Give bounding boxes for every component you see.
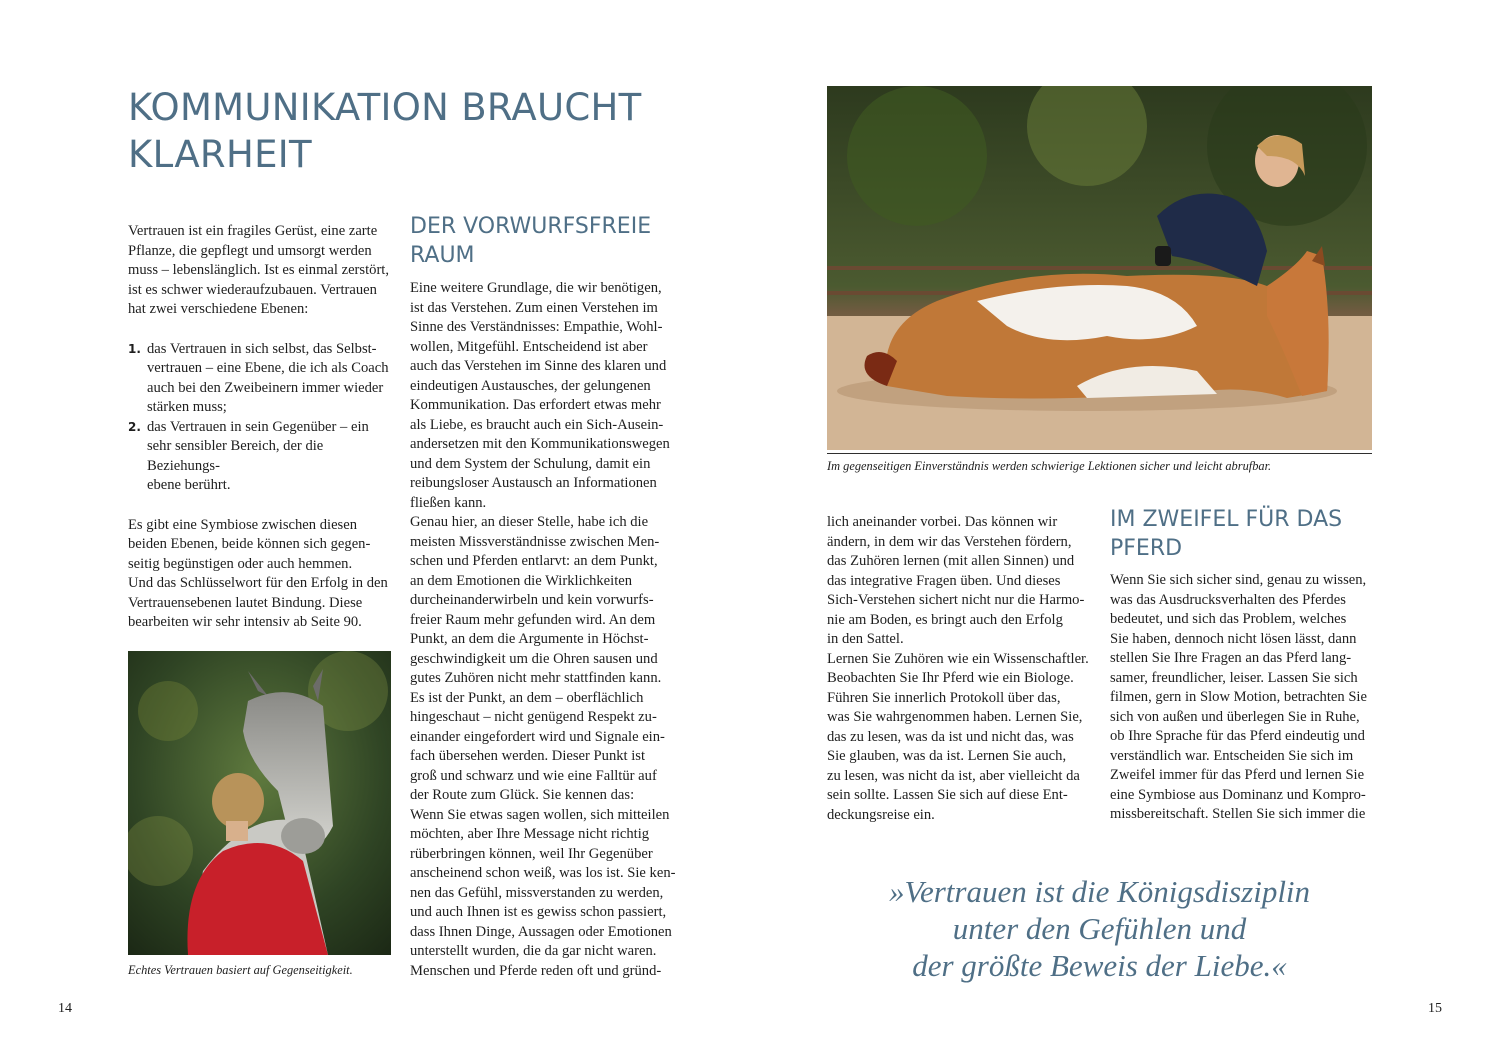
text-line: Wenn Sie etwas sagen wollen, sich mitteilen bbox=[410, 806, 670, 823]
list-item bbox=[128, 340, 396, 418]
text-line: sehr sensibler Bereich, der die Beziehungs- bbox=[147, 438, 324, 474]
text-line: ebene berührt. bbox=[147, 477, 231, 493]
text-line: anscheinend schon weiß, was los ist. Sie ken- bbox=[410, 865, 676, 881]
text-line: fach übersehen werden. Dieser Punkt ist bbox=[410, 748, 646, 764]
text-line: Beobachten Sie Ihr Pferd wie ein Biologe. bbox=[827, 670, 1074, 686]
text-line: geschwindigkeit um die Ohren sausen und bbox=[410, 650, 658, 667]
text-line: schen und Pferden entlarvt: an dem Punkt, bbox=[410, 553, 658, 569]
text-line: beiden Ebenen, beide können sich gegen- bbox=[128, 536, 371, 552]
pull-quote bbox=[827, 873, 1372, 984]
text-line: das zu lesen, was da ist und nicht das, was bbox=[827, 728, 1074, 745]
text-line: dass Ihnen Dinge, Aussagen oder Emotionen bbox=[410, 923, 672, 940]
text-line: bearbeiten wir sehr intensiv ab Seite 90. bbox=[128, 614, 362, 630]
text-line: freier Raum mehr gefunden wird. An dem bbox=[410, 611, 656, 628]
text-line: stellen Sie Ihre Fragen an das Pferd lang- bbox=[1110, 650, 1352, 666]
text-line: hat zwei verschiedene Ebenen: bbox=[128, 301, 309, 317]
text-line: meisten Missverständnisse zwischen Men- bbox=[410, 533, 660, 550]
text-line: Es gibt eine Symbiose zwischen diesen bbox=[128, 516, 357, 533]
column-body bbox=[1110, 571, 1380, 825]
text-line: Sie haben, dennoch nicht lösen lässt, dann bbox=[1110, 630, 1357, 647]
text-line: das Vertrauen in sich selbst, das Selbst- bbox=[147, 340, 377, 357]
text-line: unterstellt wurden, die da gar nicht waren. bbox=[410, 943, 657, 959]
quote-line-3: der größte Beweis der Liebe.« bbox=[912, 948, 1287, 983]
text-line: Zweifel immer für das Pferd und lernen Sie bbox=[1110, 767, 1365, 783]
text-line: was das Ausdrucksverhalten des Pferdes bbox=[1110, 591, 1346, 608]
subhead-line-2: RAUM bbox=[410, 243, 475, 268]
text-line: nen das Gefühl, missverstanden zu werden, bbox=[410, 884, 664, 901]
text-line: ändern, in dem wir das Verstehen fördern, bbox=[827, 533, 1072, 550]
text-line: ist es schwer wiederaufzubauen. Vertrauen bbox=[128, 281, 377, 298]
text-line: auch das Verstehen im Sinne des klaren und bbox=[410, 358, 667, 374]
text-line: eindeutigen Austausches, der gelungenen bbox=[410, 377, 651, 394]
title-line-1: KOMMUNIKATION BRAUCHT bbox=[128, 86, 642, 129]
subhead-line-2: PFERD bbox=[1110, 536, 1183, 561]
list-number: 1. bbox=[128, 341, 141, 356]
outro-paragraph bbox=[128, 516, 396, 633]
text-line: eine Symbiose aus Dominanz und Kompro- bbox=[1110, 786, 1366, 803]
left-page-title bbox=[128, 84, 748, 178]
text-line: vertrauen – eine Ebene, die ich als Coach bbox=[147, 360, 389, 376]
text-line: missbereitschaft. Stellen Sie sich immer die bbox=[1110, 806, 1366, 822]
text-line: seitig begünstigen oder auch hemmen. bbox=[128, 555, 353, 572]
text-line: an dem Emotionen die Wirklichkeiten bbox=[410, 572, 633, 589]
text-line: Sinne des Verständnisses: Empathie, Wohl- bbox=[410, 319, 663, 335]
text-line: durcheinanderwirbeln und kein vorwurfs- bbox=[410, 592, 654, 608]
photo-rule bbox=[827, 453, 1372, 454]
text-line: deckungsreise ein. bbox=[827, 806, 935, 823]
quote-line-2: unter den Gefühlen und bbox=[952, 911, 1247, 946]
left-column-1 bbox=[128, 222, 396, 633]
text-line: sich von außen und überlegen Sie in Ruhe, bbox=[1110, 708, 1360, 725]
text-line: ist das Verstehen. Zum einen Verstehen im bbox=[410, 299, 658, 316]
text-line: das integrative Fragen üben. Und dieses bbox=[827, 572, 1061, 589]
text-line: samer, freundlicher, leiser. Lassen Sie sich bbox=[1110, 669, 1358, 686]
intro-paragraph bbox=[128, 222, 396, 320]
text-line: Vertrauen ist ein fragiles Gerüst, eine zarte bbox=[128, 223, 378, 239]
text-line: gutes Zuhören nicht mehr stattfinden kann. bbox=[410, 670, 662, 686]
text-line: Es ist der Punkt, an dem – oberflächlich bbox=[410, 689, 644, 706]
photo-lying-horse bbox=[827, 86, 1372, 450]
subhead-line-1: IM ZWEIFEL FÜR DAS bbox=[1110, 507, 1343, 532]
text-line: Punkt, an dem die Argumente in Höchst- bbox=[410, 631, 649, 647]
text-line: Pflanze, die gepflegt und umsorgt werden bbox=[128, 242, 372, 259]
text-line: verständlich war. Entscheiden Sie sich im bbox=[1110, 747, 1354, 764]
text-line: bedeutet, und sich das Problem, welches bbox=[1110, 611, 1347, 627]
page-number-right: 15 bbox=[1428, 1001, 1442, 1016]
text-line: das Zuhören lernen (mit allen Sinnen) und bbox=[827, 553, 1075, 569]
right-photo-caption: Im gegenseitigen Einverständnis werden schwierige Lektionen sicher und leicht abrufbar. bbox=[827, 459, 1272, 473]
numbered-list bbox=[128, 340, 396, 496]
list-item bbox=[128, 418, 396, 496]
text-line: filmen, gern in Slow Motion, betrachten Sie bbox=[1110, 689, 1367, 705]
text-line: Sie glauben, was da ist. Lernen Sie auch, bbox=[827, 748, 1067, 764]
photo-grey-horse-image bbox=[128, 651, 391, 955]
text-line: ob Ihre Sprache für das Pferd eindeutig und bbox=[1110, 728, 1365, 744]
text-line: das Vertrauen in sein Gegenüber – ein bbox=[147, 418, 369, 435]
text-line: in den Sattel. bbox=[827, 631, 904, 647]
text-line: Kommunikation. Das erfordert etwas mehr bbox=[410, 397, 661, 413]
text-line: der Route zum Glück. Sie kennen das: bbox=[410, 787, 635, 803]
text-line: Vertrauensebenen lautet Bindung. Diese bbox=[128, 594, 363, 611]
text-line: Lernen Sie Zuhören wie ein Wissenschaftler. bbox=[827, 650, 1089, 667]
title-line-2: KLARHEIT bbox=[128, 133, 312, 176]
text-line: groß und schwarz und wie eine Falltür auf bbox=[410, 767, 657, 784]
text-line: muss – lebenslänglich. Ist es einmal zerstört, bbox=[128, 262, 390, 278]
text-line: Und das Schlüsselwort für den Erfolg in den bbox=[128, 575, 388, 591]
quote-line-1: »Vertrauen ist die Königsdisziplin bbox=[888, 874, 1311, 909]
text-line: und auch Ihnen ist es gewiss schon passiert, bbox=[410, 904, 667, 920]
text-line: Sich-Verstehen sichert nicht nur die Harmo- bbox=[827, 592, 1085, 608]
text-line: und dem System der Schulung, damit ein bbox=[410, 455, 651, 472]
text-line: als Liebe, es braucht auch ein Sich-Ausein- bbox=[410, 416, 664, 433]
photo-lying-horse-image bbox=[827, 86, 1372, 450]
text-line: fließen kann. bbox=[410, 494, 487, 511]
right-column-2 bbox=[1110, 505, 1380, 825]
left-column-2 bbox=[410, 212, 680, 981]
text-line: auch bei den Zweibeinern immer wieder bbox=[147, 379, 384, 396]
text-line: Eine weitere Grundlage, die wir benötigen, bbox=[410, 280, 662, 296]
text-line: hingeschaut – nicht genügend Respekt zu- bbox=[410, 709, 657, 725]
text-line: einander eingefordert wird und Signale ein- bbox=[410, 728, 665, 745]
text-line: zu lesen, was nicht da ist, aber vielleicht da bbox=[827, 767, 1080, 784]
text-line: Wenn Sie sich sicher sind, genau zu wissen, bbox=[1110, 572, 1367, 588]
left-photo-caption: Echtes Vertrauen basiert auf Gegenseitigkeit. bbox=[128, 963, 353, 977]
text-line: wollen, Mitgefühl. Entscheidend ist aber bbox=[410, 338, 648, 355]
text-line: rüberbringen können, weil Ihr Gegenüber bbox=[410, 845, 653, 862]
page-number-left: 14 bbox=[58, 1001, 72, 1016]
text-line: andersetzen mit den Kommunikationswegen bbox=[410, 436, 670, 452]
text-line: nie am Boden, es bringt auch den Erfolg bbox=[827, 611, 1063, 628]
photo-grey-horse bbox=[128, 651, 391, 955]
text-line: was Sie wahrgenommen haben. Lernen Sie, bbox=[827, 709, 1083, 725]
text-line: reibungsloser Austausch an Informationen bbox=[410, 475, 657, 491]
right-column-1 bbox=[827, 513, 1102, 825]
text-line: Führen Sie innerlich Protokoll über das, bbox=[827, 689, 1061, 706]
text-line: Menschen und Pferde reden oft und gründ- bbox=[410, 962, 662, 979]
text-line: lich aneinander vorbei. Das können wir bbox=[827, 514, 1058, 530]
subhead-line-1: DER VORWURFSFREIE bbox=[410, 214, 652, 239]
text-line: möchten, aber Ihre Message nicht richtig bbox=[410, 826, 650, 842]
text-line: stärken muss; bbox=[147, 399, 227, 415]
text-line: Genau hier, an dieser Stelle, habe ich die bbox=[410, 514, 649, 530]
text-line: sein sollte. Lassen Sie sich auf diese Ent- bbox=[827, 787, 1068, 803]
list-number: 2. bbox=[128, 419, 141, 434]
column-body bbox=[410, 279, 680, 981]
